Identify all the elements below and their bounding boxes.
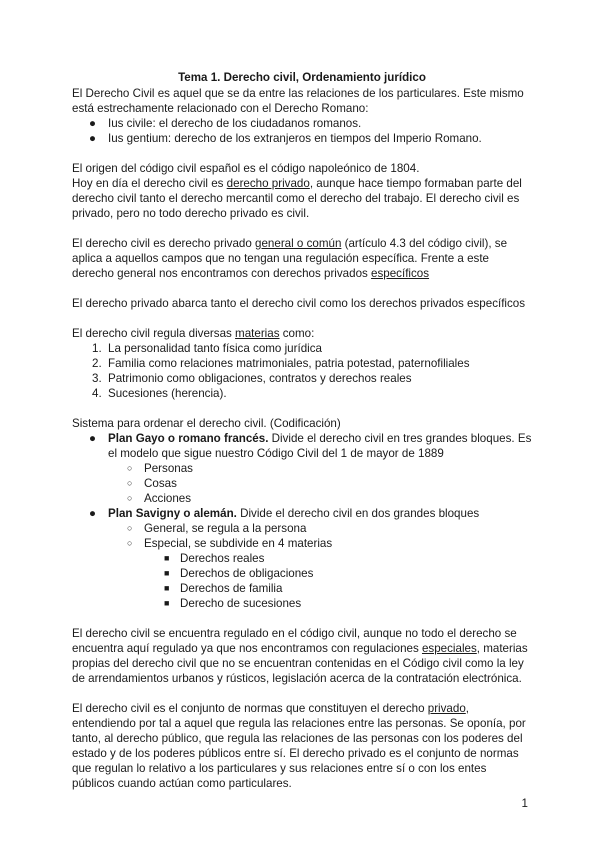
list-item: 2. Familia como relaciones matrimoniales, patria potestad, paternofiliales <box>92 357 470 370</box>
list-item: ○ Personas <box>127 462 193 475</box>
list-item: ○ Cosas <box>127 477 177 490</box>
abarca-paragraph: El derecho privado abarca tanto el derecho civil como los derechos privados específicos <box>72 297 526 310</box>
sistema-paragraph: Sistema para ordenar el derecho civil. (Codificación) <box>72 417 341 430</box>
materias-paragraph: El derecho civil regula diversas materias como: <box>72 327 315 340</box>
bullet-icon: ● <box>89 132 97 145</box>
list-item: ○ General, se regula a la persona <box>127 522 307 535</box>
today-paragraph: Hoy en día el derecho civil es derecho privado, aunque hace tiempo formaban parte del derecho civil tanto el derecho mercantil como el derecho del trabajo. El derecho civil es privado, pero no todo derecho privado es civil. <box>72 177 522 220</box>
list-item: ● Ius gentium: derecho de los extranjeros en tiempos del Imperio Romano. <box>89 132 482 145</box>
document-page <box>72 70 532 791</box>
circle-bullet-icon: ○ <box>127 463 133 473</box>
list-item: ● Ius civile: el derecho de los ciudadanos romanos. <box>89 117 362 130</box>
list-item: 3. Patrimonio como obligaciones, contratos y derechos reales <box>92 372 412 385</box>
general-paragraph: El derecho civil es derecho privado general o común (artículo 4.3 del código civil), se aplica a aquellos campos que no tengan una regulación específica. Frente a este derecho general nos encontramos con derechos privados específicos <box>72 237 508 280</box>
regulado-paragraph: El derecho civil se encuentra regulado en el código civil, aunque no todo el derecho se encuentra aquí regulado ya que nos encontramos con regulaciones especiales, materias propias del derecho civil que no se encuentran contenidas en el Código civil como la ley de arrendamientos urbanos y rústicos, legislación acerca de la contratación electrónica. <box>72 627 528 685</box>
normas-paragraph: El derecho civil es el conjunto de normas que constituyen el derecho privado, entendiendo por tal a aquel que regula las relaciones entre las personas. Se oponía, por tanto, al derecho público, que regula las relaciones de las personas con los poderes del estado y de los poderes públicos entre sí. El derecho privado es el conjunto de normas que regulan lo relativo a los particulares y sus relaciones entre sí o con los entes públicos cuando actúan como particulares. <box>72 702 526 790</box>
intro-bullet-list <box>72 116 532 146</box>
intro-paragraph: El Derecho Civil es aquel que se da entre las relaciones de los particulares. Este mismo está estrechamente relacionado con el Derecho Romano: <box>72 87 524 115</box>
list-item: ○ Acciones <box>127 492 192 505</box>
origin-paragraph: El origen del código civil español es el código napoleónico de 1804. <box>72 162 420 175</box>
square-bullet-icon: ■ <box>164 583 170 593</box>
bullet-icon: ● <box>89 117 97 130</box>
bullet-icon: ● <box>89 432 97 445</box>
list-item: ■ Derechos de obligaciones <box>164 567 314 580</box>
square-bullet-icon: ■ <box>164 553 170 563</box>
list-item: 1. La personalidad tanto física como jurídica <box>92 342 322 355</box>
page-number: 1 <box>521 797 528 810</box>
list-item: ○ Especial, se subdivide en 4 materias <box>127 537 333 550</box>
bullet-icon: ● <box>89 507 97 520</box>
list-item: ● Plan Gayo o romano francés. Divide el derecho civil en tres grandes bloques. Es el modelo que sigue nuestro Código Civil del 1 de mayor de 1889 <box>89 432 532 460</box>
planes-list <box>72 431 532 611</box>
circle-bullet-icon: ○ <box>127 538 133 548</box>
document-title: Tema 1. Derecho civil, Ordenamiento jurídico <box>178 71 426 84</box>
circle-bullet-icon: ○ <box>127 493 133 503</box>
square-bullet-icon: ■ <box>164 598 170 608</box>
list-item: ■ Derechos reales <box>164 552 265 565</box>
circle-bullet-icon: ○ <box>127 478 133 488</box>
circle-bullet-icon: ○ <box>127 523 133 533</box>
list-item: 4. Sucesiones (herencia). <box>92 387 227 400</box>
materias-list <box>72 341 532 401</box>
square-bullet-icon: ■ <box>164 568 170 578</box>
list-item: ● Plan Savigny o alemán. Divide el derecho civil en dos grandes bloques <box>89 507 480 520</box>
list-item: ■ Derechos de familia <box>164 582 283 595</box>
list-item: ■ Derecho de sucesiones <box>164 597 302 610</box>
